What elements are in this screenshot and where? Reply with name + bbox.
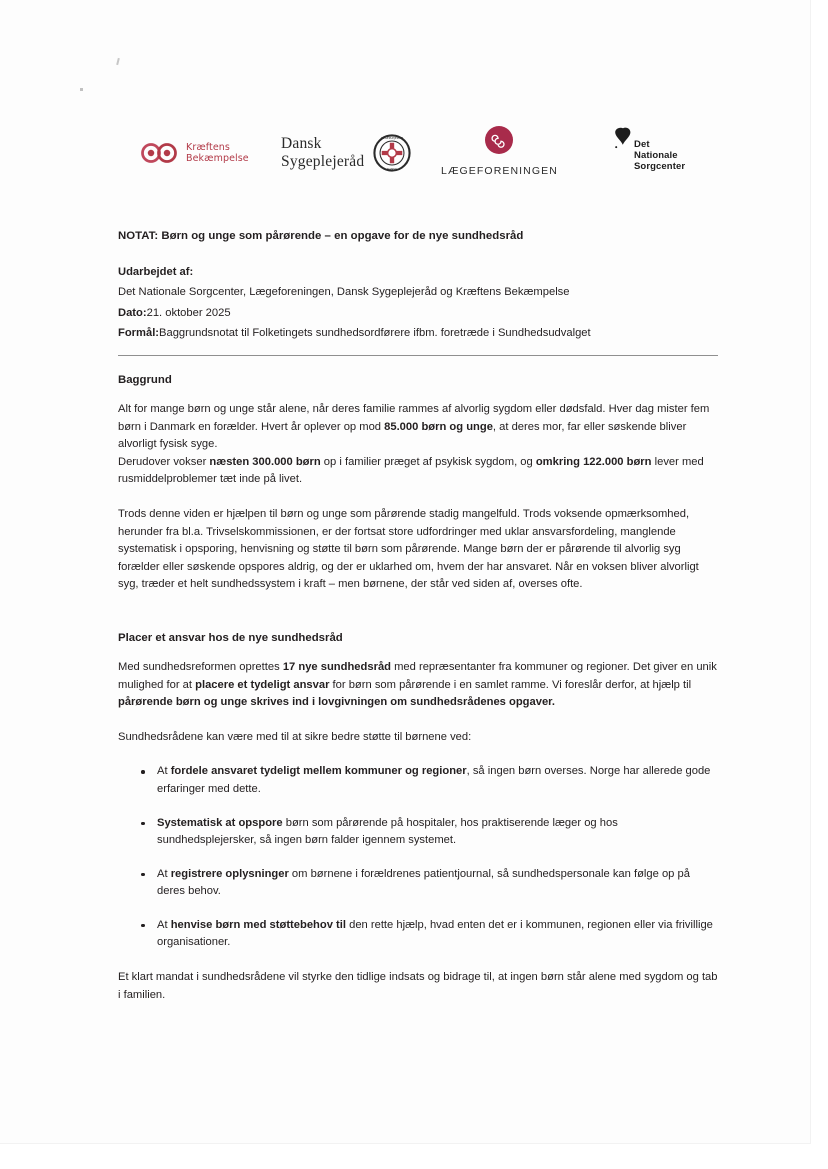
text-run-0: Systematisk at opspore bbox=[157, 816, 283, 829]
text-run-2: op i familier præget af psykisk sygdom, og bbox=[320, 455, 536, 468]
text-run-1: børn som pårørende på hospitaler, hos praktiserende læger og hos sundhedsplejersker, så ingen børn falder igennem systemet. bbox=[157, 816, 618, 847]
scan-speck bbox=[116, 58, 120, 65]
text-run-4: for børn som pårørende i en samlet ramme. Vi foreslår derfor, at hjælp til bbox=[329, 678, 692, 691]
bullet-dot-icon bbox=[141, 770, 145, 774]
logo-line-1: Dansk bbox=[281, 135, 322, 152]
text-run-0: At bbox=[157, 867, 171, 880]
paragraph-baggrund-p3 bbox=[118, 506, 718, 594]
list-item-text bbox=[157, 765, 710, 795]
section-heading-baggrund: Baggrund bbox=[118, 374, 172, 386]
text-run-2: om børnene i forældrenes patientjournal, så sundhedspersonale kan følge op på deres behov. bbox=[157, 867, 690, 898]
prepared-by-label-text: Udarbejdet af: bbox=[118, 265, 194, 278]
list-item-text bbox=[157, 919, 713, 949]
logo-line-2: Bekæmpelse bbox=[186, 153, 249, 164]
list-item bbox=[118, 763, 718, 798]
logo-dansk-sygeplejeraad bbox=[281, 134, 411, 172]
text-run-1: henvise børn med støttebehov til bbox=[170, 918, 346, 931]
text-run-2: med repræsentanter fra kommuner og regioner. Det giver en unik mulighed for at bbox=[118, 660, 717, 691]
prepared-by-label bbox=[118, 264, 718, 282]
scan-speck bbox=[80, 88, 83, 91]
logo-line-1: Kræftens bbox=[186, 142, 230, 153]
text-run-1: 17 nye sundhedsråd bbox=[282, 660, 391, 673]
list-item bbox=[118, 866, 718, 901]
document-metadata bbox=[118, 264, 718, 343]
text-run-1: registrere oplysninger bbox=[170, 867, 289, 880]
section-spacer bbox=[118, 611, 718, 630]
section-heading-placer-et-ansvar: Placer et ansvar hos de nye sundhedsråd bbox=[118, 631, 343, 644]
list-item-text bbox=[157, 817, 618, 847]
logo-det-nationale-sorgcenter bbox=[612, 128, 685, 172]
paragraph-placer-p2 bbox=[118, 729, 718, 747]
document-date bbox=[118, 305, 718, 323]
logo-laegeforeningen bbox=[441, 126, 558, 177]
text-run-4: lever med rusmiddelproblemer tæt inde på livet. bbox=[118, 455, 704, 486]
svg-text:SYGEPLEJERÅD: SYGEPLEJERÅD bbox=[381, 135, 404, 140]
teardrop-heart-icon bbox=[612, 126, 632, 150]
list-item bbox=[118, 815, 718, 850]
bullet-dot-icon bbox=[141, 873, 145, 877]
text-run-0: Trods denne viden er hjælpen til børn og unge som pårørende stadig mangelfuld. Trods voksende opmærksomhed, herunder fra bl.a. Trivselskommissionen, er der fortsat store udfordringer med uklar ansvarsfordeling, manglende systematisk i opsporing, henvisning og støtte til børn som pårørende. Mange børn der er pårørende til alvorlig syg forælder eller søskende opspores aldrig, og der er uklarhed om, hvem der har ansvaret. Når en voksen bliver alvorligt syg, træder et helt sundhedssystem i kraft – men børnene, der står ved siden af, overses ofte. bbox=[118, 507, 699, 591]
circular-seal-cross-icon bbox=[373, 134, 411, 172]
text-run-2: , så ingen børn overses. Norge har allerede gode erfaringer med dette. bbox=[157, 765, 711, 795]
text-run-2: den rette hjælp, hvad enten det er i kommunen, regionen eller via frivillige organisationer. bbox=[157, 918, 713, 949]
logo-line-2: Sygeplejeråd bbox=[281, 153, 365, 170]
logo-det-nationale-sorgcenter-text bbox=[634, 139, 685, 172]
paragraph-baggrund-p2 bbox=[118, 454, 718, 489]
document-date-value: 21. oktober 2025 bbox=[146, 306, 231, 319]
text-run-0: Alt for mange børn og unge står alene, når deres familie rammes af alvorlig sygdom eller dødsfald. Hver dag mister fem børn i Danmark en forælder. Hvert år oplever op mod bbox=[118, 403, 710, 433]
logo-kraeftens-bekaempelse bbox=[141, 142, 249, 164]
text-run-0: At bbox=[157, 918, 171, 931]
text-run-0: Med sundhedsreformen oprettes bbox=[118, 660, 283, 673]
bullet-dot-icon bbox=[141, 924, 145, 928]
text-run-3: placere et tydeligt ansvar bbox=[195, 678, 330, 691]
text-run-0: Derudover vokser bbox=[118, 455, 210, 468]
text-run-2: , at deres mor, far eller søskende bliver alvorligt fysisk syge. bbox=[118, 420, 687, 451]
organisation-logo-strip bbox=[0, 124, 810, 186]
text-run-0: Sundhedsrådene kan være med til at sikre bedre støtte til børnene ved: bbox=[118, 730, 472, 743]
document-title: NOTAT: Børn og unge som pårørende – en opgave for de nye sundhedsråd bbox=[118, 230, 524, 242]
document-purpose-value: Baggrundsnotat til Folketingets sundhedsordførere ifbm. foretræde i Sundhedsudvalget bbox=[159, 327, 591, 340]
text-run-1: næsten 300.000 børn bbox=[209, 455, 321, 468]
logo-kraeftens-bekaempelse-text bbox=[186, 142, 249, 164]
document-body bbox=[118, 228, 718, 346]
document-sections bbox=[118, 372, 718, 1021]
section-baggrund bbox=[118, 372, 718, 594]
logo-line-1: Det bbox=[634, 139, 650, 150]
svg-text:DANSK: DANSK bbox=[387, 167, 398, 172]
infinity-circles-icon bbox=[141, 143, 179, 163]
recommendation-list bbox=[118, 763, 718, 952]
list-item-text bbox=[157, 868, 690, 898]
logo-line-2: Nationale bbox=[634, 150, 678, 161]
logo-laegeforeningen-label: LÆGEFORENINGEN bbox=[441, 165, 558, 177]
circle-monogram-icon bbox=[485, 126, 513, 154]
logo-dansk-sygeplejeraad-text bbox=[281, 135, 364, 171]
list-item bbox=[118, 917, 718, 952]
text-run-1: 85.000 børn og unge bbox=[384, 420, 493, 433]
text-run-0: Et klart mandat i sundhedsrådene vil styrke den tidlige indsats og bidrage til, at ingen børn står alene med sygdom og tab i familien. bbox=[118, 971, 718, 1001]
text-run-3: omkring 122.000 børn bbox=[535, 455, 652, 468]
logo-line-3: Sorgcenter bbox=[634, 161, 686, 172]
text-run-0: At bbox=[157, 765, 171, 778]
document-purpose bbox=[118, 325, 718, 343]
prepared-by-value: Det Nationale Sorgcenter, Lægeforeningen, Dansk Sygeplejeråd og Kræftens Bekæmpelse bbox=[118, 286, 570, 299]
document-date-label: Dato: bbox=[118, 306, 147, 319]
document-purpose-label: Formål: bbox=[118, 327, 160, 340]
text-run-1: fordele ansvaret tydeligt mellem kommuner og regioner bbox=[170, 765, 467, 778]
section-placer-et-ansvar bbox=[118, 630, 718, 1004]
bullet-dot-icon bbox=[141, 822, 145, 826]
paragraph-placer-p1 bbox=[118, 659, 718, 712]
paragraph-placer-closing bbox=[118, 969, 718, 1004]
paragraph-baggrund-p1 bbox=[118, 401, 718, 454]
horizontal-divider bbox=[118, 355, 718, 356]
text-run-5: pårørende børn og unge skrives ind i lovgivningen om sundhedsrådenes opgaver. bbox=[118, 696, 556, 709]
